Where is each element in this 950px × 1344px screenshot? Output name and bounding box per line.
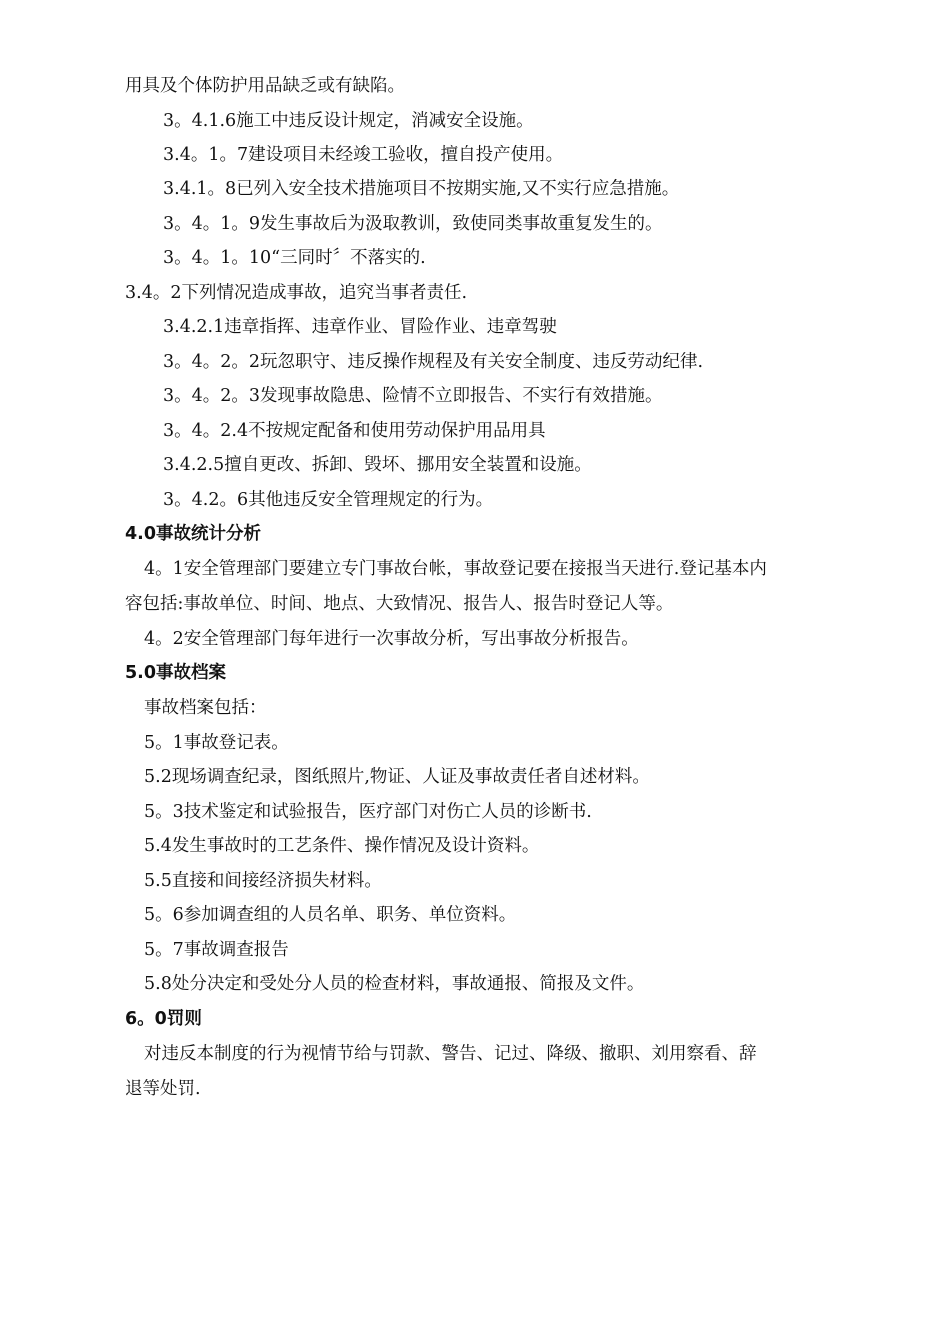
clause-4-1-continued: 容包括:事故单位、时间、地点、大致情况、报告人、报告时登记人等。 [125,594,674,614]
clause-5-3: 5。3技术鉴定和试验报告，医疗部门对伤亡人员的诊断书. [144,802,592,822]
clause-3-4-2-3: 3。4。2。3发现事故隐患、险情不立即报告、不实行有效措施。 [163,386,663,406]
clause-5-5: 5.5直接和间接经济损失材料。 [144,871,382,891]
clause-5-2: 5.2现场调查纪录，图纸照片,物证、人证及事故责任者自述材料。 [144,767,650,787]
section-heading-6: 6。0罚则 [125,1009,202,1029]
paragraph-line: 用具及个体防护用品缺乏或有缺陷。 [125,76,405,96]
clause-5-7: 5。7事故调查报告 [144,940,289,960]
clause-5-1: 5。1事故登记表。 [144,733,289,753]
clause-3-4-2: 3.4。2下列情况造成事故，追究当事者责任. [125,283,468,303]
clause-5-6: 5。6参加调查组的人员名单、职务、单位资料。 [144,905,517,925]
clause-4-2: 4。2安全管理部门每年进行一次事故分析，写出事故分析报告。 [144,629,639,649]
clause-3-4-1-9: 3。4。1。9发生事故后为汲取教训，致使同类事故重复发生的。 [163,214,663,234]
clause-3-4-1-8: 3.4.1。8已列入安全技术措施项目不按期实施,又不实行应急措施。 [163,179,680,199]
clause-3-4-1-10: 3。4。1。10“三同时〞不落实的. [163,248,426,268]
paragraph-line: 事故档案包括： [144,698,267,718]
clause-4-1: 4。1安全管理部门要建立专门事故台帐，事故登记要在接报当天进行.登记基本内 [144,559,767,579]
clause-3-4-2-2: 3。4。2。2玩忽职守、违反操作规程及有关安全制度、违反劳动纪律. [163,352,704,372]
clause-3-4-2-4: 3。4。2.4不按规定配备和使用劳动保护用品用具 [163,421,546,441]
clause-5-8: 5.8处分决定和受处分人员的检查材料，事故通报、简报及文件。 [144,974,645,994]
section-heading-5: 5.0事故档案 [125,663,227,683]
clause-5-4: 5.4发生事故时的工艺条件、操作情况及设计资料。 [144,836,540,856]
penalty-paragraph: 对违反本制度的行为视情节给与罚款、警告、记过、降级、撤职、刘用察看、辞 [144,1044,757,1064]
clause-3-4-2-6: 3。4.2。6其他违反安全管理规定的行为。 [163,490,494,510]
clause-3-4-1-6: 3。4.1.6施工中违反设计规定，消减安全设施。 [163,111,534,131]
clause-3-4-2-1: 3.4.2.1违章指挥、违章作业、冒险作业、违章驾驶 [163,317,557,337]
penalty-paragraph-continued: 退等处罚. [125,1079,201,1099]
clause-3-4-1-7: 3.4。1。7建设项目未经竣工验收，擅自投产使用。 [163,145,564,165]
clause-3-4-2-5: 3.4.2.5擅自更改、拆卸、毁坏、挪用安全装置和设施。 [163,455,592,475]
section-heading-4: 4.0事故统计分析 [125,524,262,544]
